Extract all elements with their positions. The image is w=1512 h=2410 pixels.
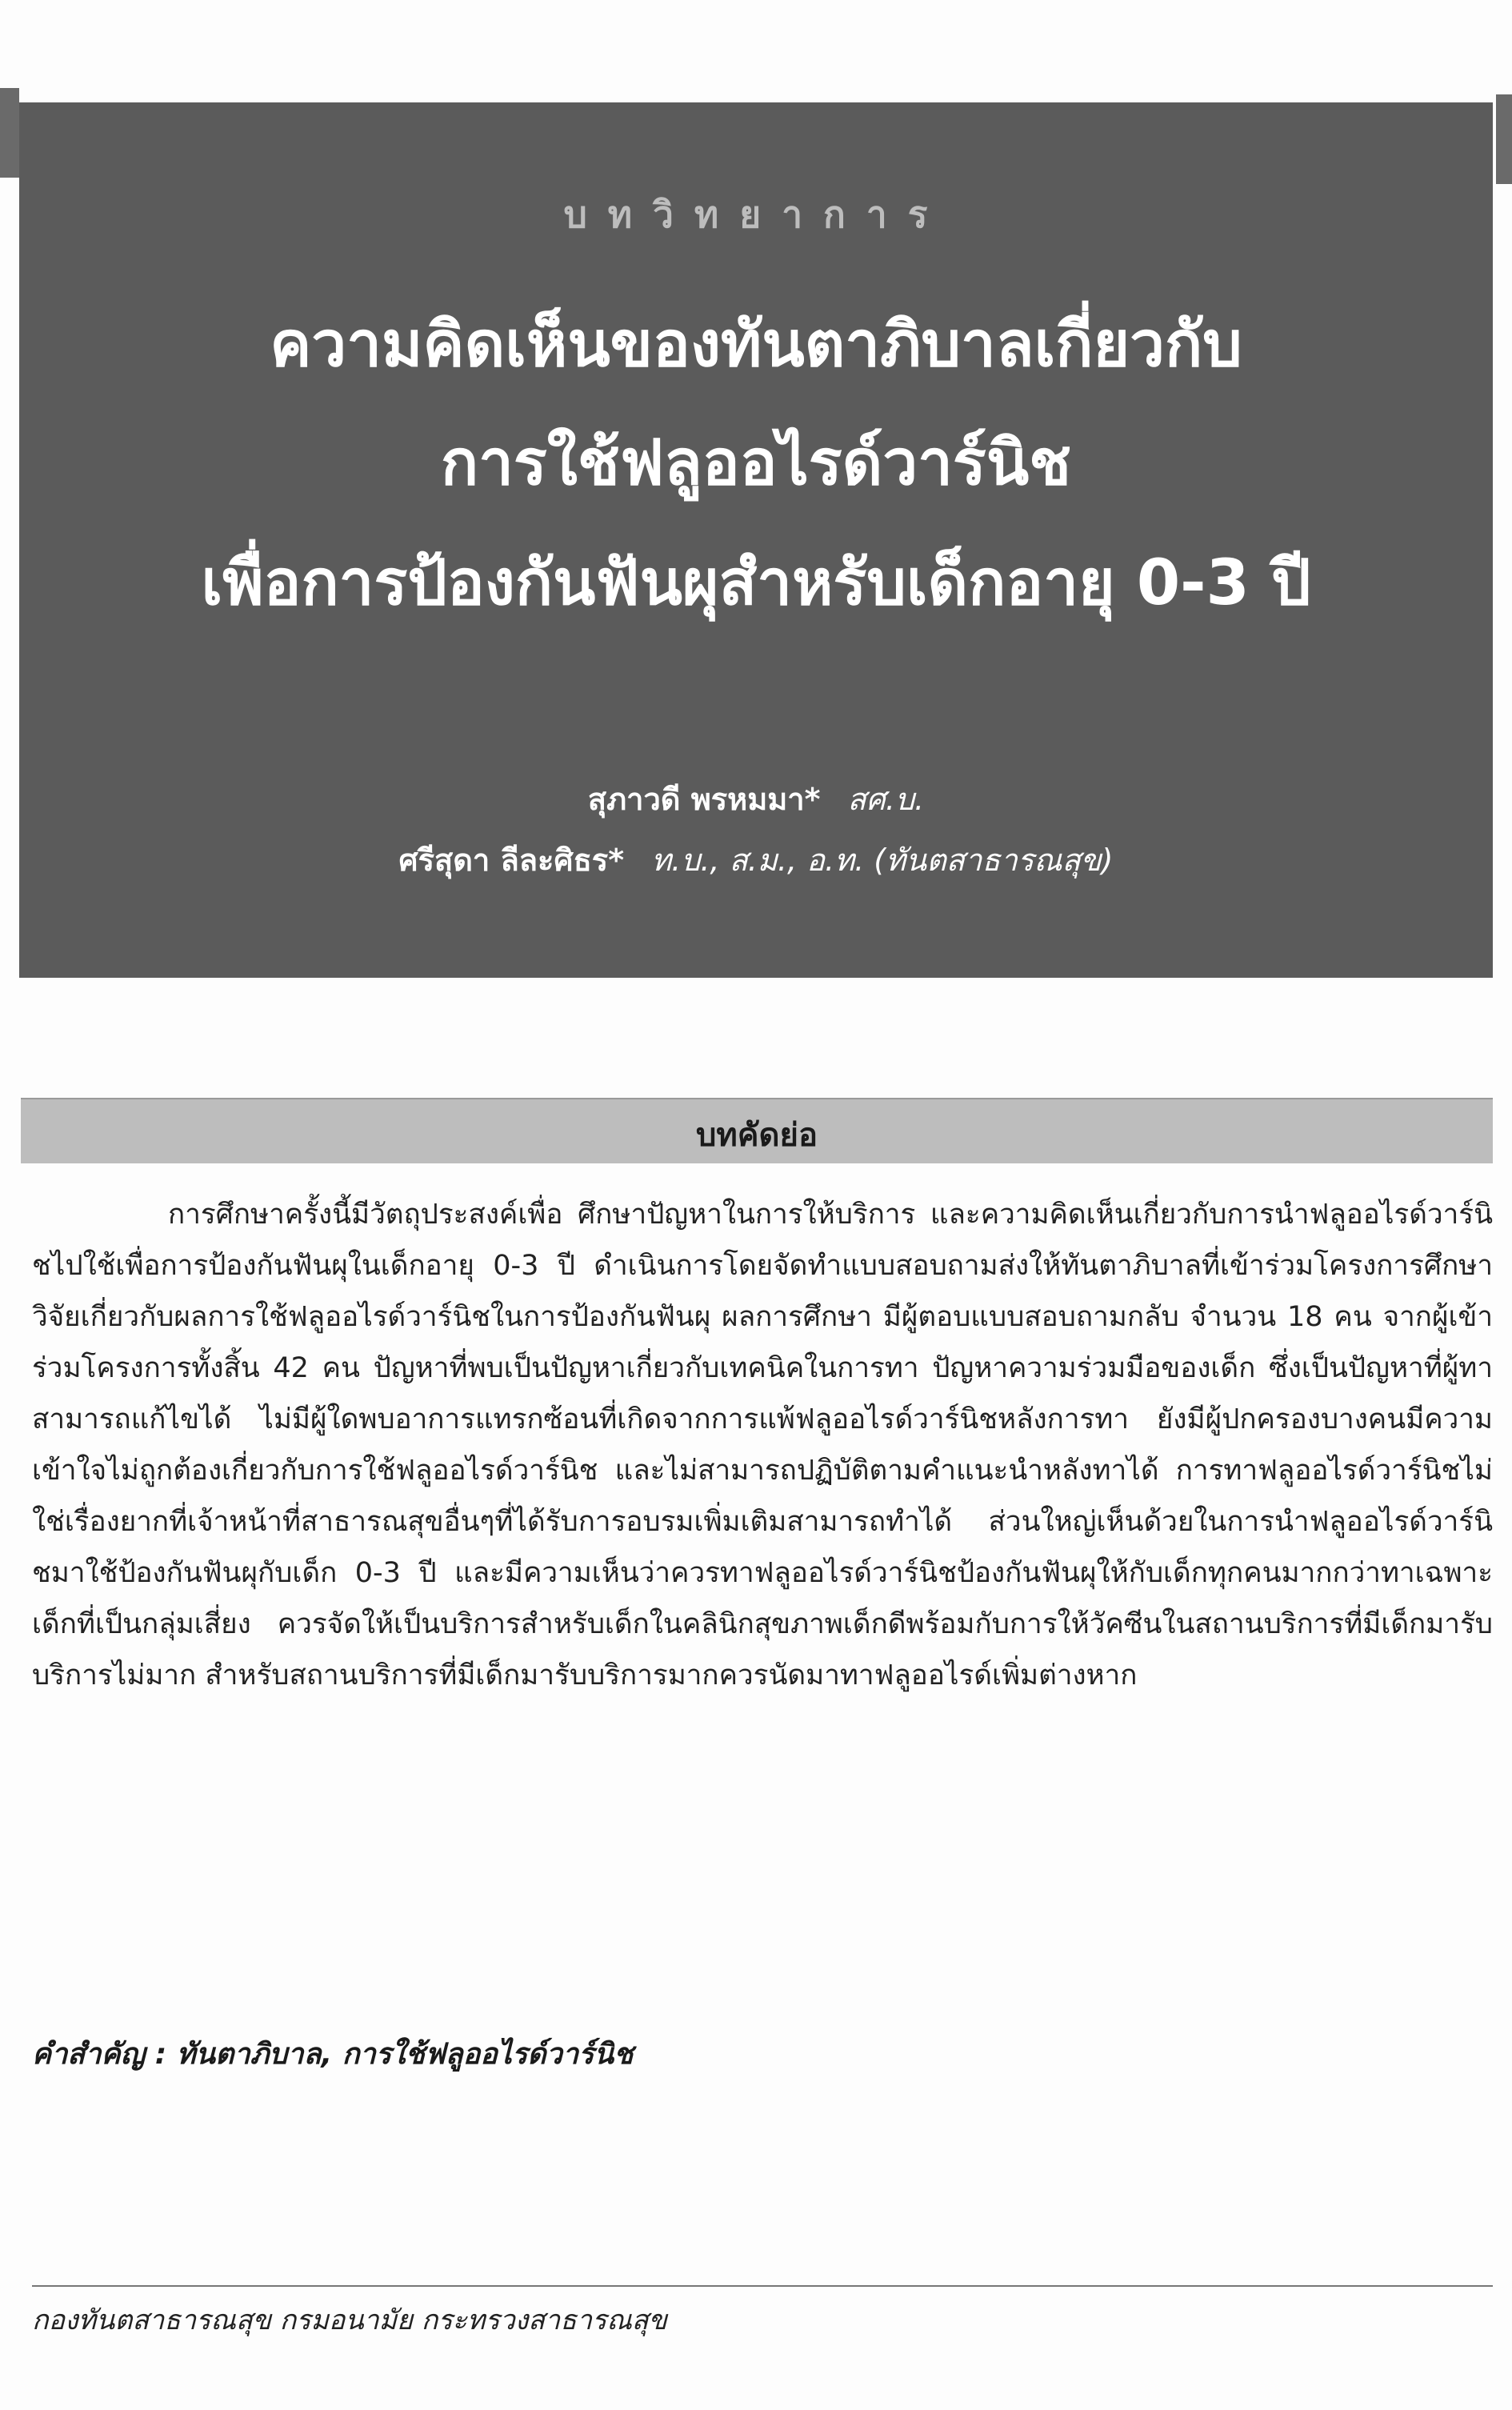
article-title-line-3: เพื่อการป้องกันฟันผุสำหรับเด็กอายุ 0-3 ปี — [201, 547, 1311, 619]
author-2-degree: ท.บ., ส.ม., อ.ท. (ทันตสาธารณสุข) — [651, 843, 1114, 878]
author-1-name: สุภาวดี พรหมมา* — [587, 782, 821, 817]
section-label: บทวิทยาการ — [563, 193, 949, 236]
author-2 — [0, 835, 1512, 884]
keywords: คำสำคัญ : ทันตาภิบาล, การใช้ฟลูออไรด์วาร์นิช — [32, 2038, 634, 2071]
right-edge-tab — [1496, 94, 1512, 184]
article-title-line-1: ความคิดเห็นของทันตาภิบาลเกี่ยวกับ — [270, 309, 1242, 381]
author-1-degree: สศ.บ. — [847, 782, 925, 817]
author-1 — [0, 775, 1512, 823]
author-2-name: ศรีสุดา ลีละศิธร* — [398, 843, 625, 878]
abstract-heading: บทคัดย่อ — [696, 1117, 818, 1154]
abstract-heading-bar — [21, 1098, 1493, 1163]
article-title-line-2: การใช้ฟลูออไรด์วาร์นิช — [440, 427, 1072, 499]
footer-divider — [32, 2285, 1493, 2287]
left-edge-tab — [0, 88, 19, 178]
footer-affiliation: กองทันตสาธารณสุข กรมอนามัย กระทรวงสาธารณสุข — [32, 2304, 667, 2336]
abstract-body: การศึกษาครั้งนี้มีวัตถุประสงค์เพื่อ ศึกษาปัญหาในการให้บริการ และความคิดเห็นเกี่ยวกับการนำฟลูออไรด์วาร์นิชไปใช้เพื่อการป้องกันฟันผุในเด็กอายุ 0-3 ปี ดำเนินการโดยจัดทำแบบสอบถามส่งให้ทันตาภิบาลที่เข้าร่วมโครงการศึกษาวิจัยเกี่ยวกับผลการใช้ฟลูออไรด์วาร์นิชในการป้องกันฟันผุ ผลการศึกษา มีผู้ตอบแบบสอบถามกลับ จำนวน 18 คน จากผู้เข้าร่วมโครงการทั้งสิ้น 42 คน ปัญหาที่พบเป็นปัญหาเกี่ยวกับเทคนิคในการทา ปัญหาความร่วมมือของเด็ก ซึ่งเป็นปัญหาที่ผู้ทาสามารถแก้ไขได้ ไม่มีผู้ใดพบอาการแทรกซ้อนที่เกิดจากการแพ้ฟลูออไรด์วาร์นิชหลังการทา ยังมีผู้ปกครองบางคนมีความเข้าใจไม่ถูกต้องเกี่ยวกับการใช้ฟลูออไรด์วาร์นิช และไม่สามารถปฏิบัติตามคำแนะนำหลังทาได้ การทาฟลูออไรด์วาร์นิชไม่ใช่เรื่องยากที่เจ้าหน้าที่สาธารณสุขอื่นๆที่ได้รับการอบรมเพิ่มเติมสามารถทำได้ ส่วนใหญ่เห็นด้วยในการนำฟลูออไรด์วาร์นิชมาใช้ป้องกันฟันผุกับเด็ก 0-3 ปี และมีความเห็นว่าควรทาฟลูออไรด์วาร์นิชป้องกันฟันผุให้กับเด็กทุกคนมากกว่าทาเฉพาะเด็กที่เป็นกลุ่มเสี่ยง ควรจัดให้เป็นบริการสำหรับเด็กในคลินิกสุขภาพเด็กดีพร้อมกับการให้วัคซีนในสถานบริการที่มีเด็กมารับบริการไม่มาก สำหรับสถานบริการที่มีเด็กมารับบริการมากควรนัดมาทาฟลูออไรด์เพิ่มต่างหาก — [32, 1199, 1493, 1691]
